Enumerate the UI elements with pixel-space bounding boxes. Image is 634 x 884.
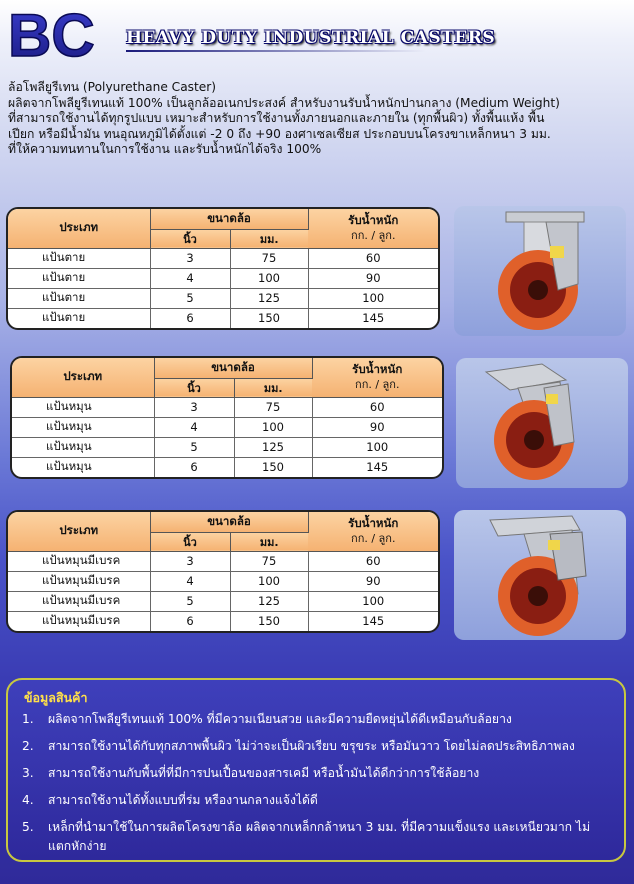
cell-mm: 100 (230, 268, 308, 288)
table-row (12, 397, 442, 417)
cell-mm: 75 (230, 551, 308, 571)
col-load (312, 358, 442, 397)
cell-mm: 100 (230, 571, 308, 591)
col-wheel-size: ขนาดล้อ (150, 512, 308, 532)
cell-type: แป้นหมุน (12, 437, 154, 457)
cell-type: แป้นหมุน (12, 457, 154, 477)
table-row (8, 308, 438, 328)
col-type: ประเภท (12, 358, 154, 397)
cell-inch: 5 (150, 288, 230, 308)
cell-load: 90 (308, 571, 438, 591)
spec-table-swivel (10, 356, 444, 479)
cell-load: 100 (312, 437, 442, 457)
cell-inch: 3 (154, 397, 234, 417)
cell-type: แป้นหมุน (12, 417, 154, 437)
col-mm: มม. (230, 532, 308, 551)
item-number: 5. (22, 820, 34, 834)
cell-type: แป้นหมุนมีเบรค (8, 591, 150, 611)
cell-mm: 150 (234, 457, 312, 477)
cell-mm: 125 (230, 591, 308, 611)
intro-line: ที่ให้ความทนทานในการใช้งาน และรับน้ำหนักได้จริง 100% (8, 142, 322, 157)
table-row (12, 437, 442, 457)
cell-mm: 75 (234, 397, 312, 417)
spec-table-fixed (6, 207, 440, 330)
logo-text: BC (8, 8, 95, 60)
cell-load: 145 (362, 614, 385, 629)
header-divider (126, 50, 426, 52)
cell-mm: 150 (230, 611, 308, 631)
cell-inch: 3 (150, 551, 230, 571)
item-number: 4. (22, 793, 34, 807)
cell-type: แป้นหมุนมีเบรค (8, 571, 150, 591)
cell-type: แป้นหมุนมีเบรค (8, 611, 150, 631)
cell-inch: 5 (154, 437, 234, 457)
col-load-unit: กก. / ลูก. (351, 532, 396, 546)
table-row (12, 457, 442, 477)
col-type: ประเภท (8, 209, 150, 248)
cell-load: 145 (362, 311, 385, 326)
info-title: ข้อมูลสินค้า (24, 690, 88, 705)
item-text: เหล็กที่นำมาใช้ในการผลิตโครงขาล้อ ผลิตจากเหล็กกล้าหนา 3 มม. ที่มีความแข็งแรง และเหนียวมาก ไม่แตกหักง่าย (48, 820, 591, 853)
cell-load: 90 (312, 417, 442, 437)
table-row (8, 571, 438, 591)
cell-mm: 100 (234, 417, 312, 437)
table-row (8, 268, 438, 288)
list-item (22, 791, 622, 810)
cell-inch: 4 (154, 417, 234, 437)
cell-type: แป้นตาย (8, 308, 150, 328)
cell-inch: 5 (150, 591, 230, 611)
intro-line: ผลิตจากโพลียูรีเทนแท้ 100% เป็นลูกล้ออเนกประสงค์ สำหรับงานรับน้ำหนักปานกลาง (Medium Weight) (8, 95, 560, 110)
cell-mm: 150 (230, 308, 308, 328)
item-text: ผลิตจากโพลียูรีเทนแท้ 100% ที่มีความเนียนสวย และมีความยืดหยุ่นได้ดีเหมือนกับล้อยาง (48, 712, 512, 726)
cell-type: แป้นตาย (8, 288, 150, 308)
item-text: สามารถใช้งานได้ทั้งแบบที่ร่ม หรืองานกลางแจ้งได้ดี (48, 793, 318, 807)
product-info-box (6, 678, 626, 862)
col-load (308, 209, 438, 248)
cell-type: แป้นตาย (8, 248, 150, 268)
cell-mm: 125 (230, 288, 308, 308)
cell-load: 90 (308, 268, 438, 288)
col-inch: นิ้ว (154, 378, 234, 397)
col-type: ประเภท (8, 512, 150, 551)
cell-inch: 6 (154, 457, 234, 477)
list-item (22, 737, 622, 756)
cell-load: 100 (308, 591, 438, 611)
cell-mm: 75 (230, 248, 308, 268)
item-number: 1. (22, 712, 34, 726)
list-item (22, 764, 622, 783)
col-load-label: รับน้ำหนัก (348, 213, 399, 228)
cell-type: แป้นหมุนมีเบรค (8, 551, 150, 571)
table-row (8, 551, 438, 571)
cell-load: 60 (308, 248, 438, 268)
col-mm: มม. (230, 229, 308, 248)
cell-load: 60 (312, 397, 442, 417)
intro-line: เปียก หรือมีน้ำมัน ทนอุณหภูมิได้ตั้งแต่ -2 0 ถึง +90 องศาเซลเซียส ประกอบบนโครงขาเหล็กหนา 3 มม. (8, 126, 551, 141)
col-inch: นิ้ว (150, 532, 230, 551)
col-load-unit: กก. / ลูก. (351, 229, 396, 243)
info-list (22, 710, 622, 864)
cell-inch: 3 (150, 248, 230, 268)
cell-load: 145 (366, 460, 389, 475)
cell-inch: 6 (150, 611, 230, 631)
list-item (22, 710, 622, 729)
col-load-unit: กก. / ลูก. (355, 378, 400, 392)
intro-line: ที่สามารถใช้งานได้ทุกรูปแบบ เหมาะสำหรับการใช้งานทั้งภายนอกและภายใน (ทุกพื้นผิว) ทั้งพื้นแห้ง พื้น (8, 111, 545, 126)
cell-type: แป้นตาย (8, 268, 150, 288)
list-item (22, 818, 622, 856)
item-text: สามารถใช้งานได้กับทุกสภาพพื้นผิว ไม่ว่าจะเป็นผิวเรียบ ขรุขระ หรือมันวาว โดยไม่ลดประสิทธิภาพลง (48, 739, 575, 753)
col-wheel-size: ขนาดล้อ (154, 358, 312, 378)
table-row (8, 248, 438, 268)
cell-mm: 125 (234, 437, 312, 457)
cell-type: แป้นหมุน (12, 397, 154, 417)
col-mm: มม. (234, 378, 312, 397)
table-row (12, 417, 442, 437)
swivel-caster-icon (456, 358, 628, 488)
cell-inch: 4 (150, 571, 230, 591)
table-row (8, 288, 438, 308)
brake-caster-photo (454, 510, 626, 640)
table-row (8, 591, 438, 611)
col-load-label: รับน้ำหนัก (348, 516, 399, 531)
item-text: สามารถใช้งานกับพื้นที่ที่มีการปนเปื้อนของสารเคมี หรือน้ำมันได้ดีกว่าการใช้ล้อยาง (48, 766, 480, 780)
col-load-label: รับน้ำหนัก (352, 362, 403, 377)
col-inch: นิ้ว (150, 229, 230, 248)
cell-load: 60 (308, 551, 438, 571)
col-wheel-size: ขนาดล้อ (150, 209, 308, 229)
intro-line: ล้อโพลียูรีเทน (Polyurethane Caster) (8, 80, 217, 94)
item-number: 3. (22, 766, 34, 780)
brand-tagline: HEAVY DUTY INDUSTRIAL CASTERS (126, 28, 496, 48)
swivel-caster-photo (456, 358, 628, 488)
cell-load: 100 (308, 288, 438, 308)
fixed-caster-photo (454, 206, 626, 336)
intro-text (8, 80, 630, 158)
col-load (308, 512, 438, 551)
cell-inch: 4 (150, 268, 230, 288)
spec-table-brake (6, 510, 440, 633)
table-row (8, 611, 438, 631)
item-number: 2. (22, 739, 34, 753)
brake-caster-icon (454, 510, 626, 640)
cell-inch: 6 (150, 308, 230, 328)
fixed-caster-icon (454, 206, 626, 336)
